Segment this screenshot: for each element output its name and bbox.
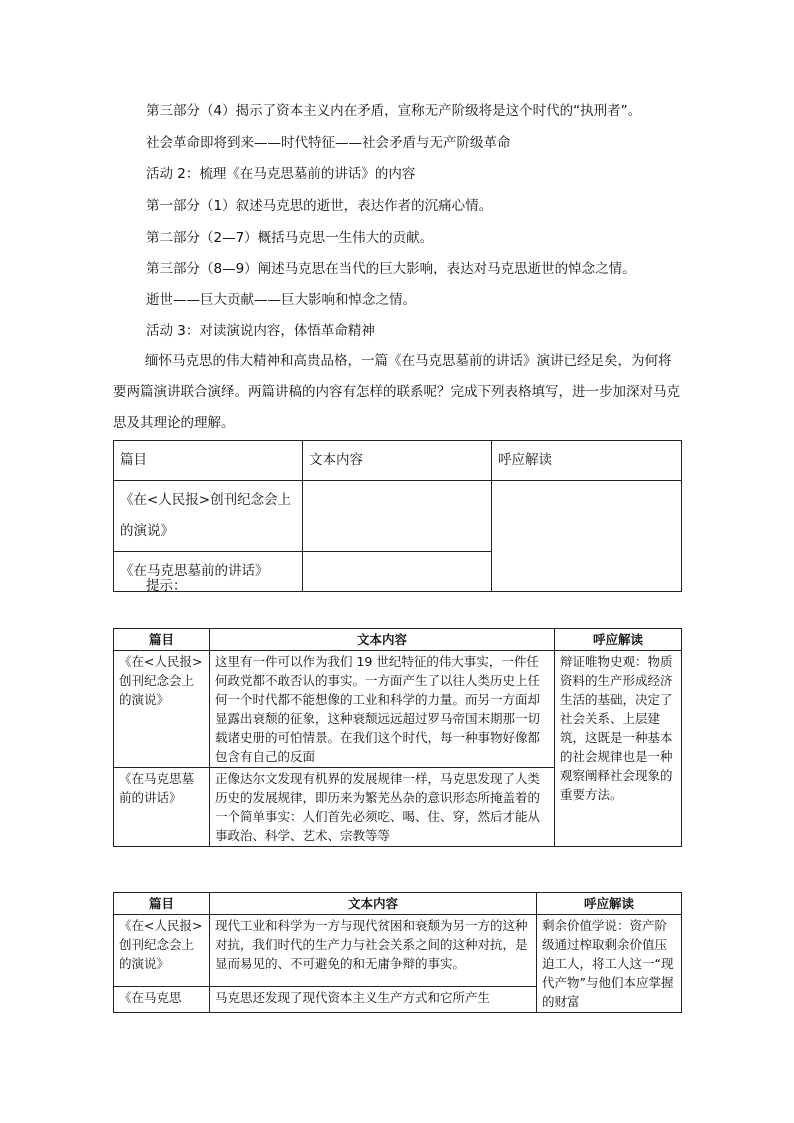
content-cell: 正像达尔文发现有机界的发展规律一样，马克思发现了人类历史的发展规律，即历来为繁芜丛杂的意识形态所掩盖着的一个简单事实：人们首先必须吃、喝、住、穿，然后才能从事政治、科学、艺术、宗教等等 (210, 768, 555, 847)
title-cell: 《在马克思墓前的讲话》 (114, 768, 210, 847)
blank-content-cell[interactable] (303, 552, 492, 592)
header-cell: 文本内容 (303, 441, 492, 481)
text-line-5: 第二部分（2—7）概括马克思一生伟大的贡献。 (146, 230, 434, 246)
table-row (114, 651, 682, 768)
blank-reading-cell[interactable] (492, 481, 682, 592)
reading-cell: 剩余价值学说：资产阶级通过榨取剩余价值压迫工人，将工人这一“现代产物”与他们本应掌握的财富 (537, 915, 682, 1013)
tip-label: 提示： (146, 578, 187, 594)
header-cell: 文本内容 (210, 629, 555, 651)
header-cell: 篇目 (114, 629, 210, 651)
activity-3-heading: 活动 3：对读演说内容，体悟革命精神 (146, 323, 375, 339)
blank-comparison-table (113, 440, 682, 592)
activity-2-heading: 活动 2：梳理《在马克思墓前的讲话》的内容 (146, 166, 416, 182)
text-line-2: 社会革命即将到来——时代特征——社会矛盾与无产阶级革命 (146, 135, 511, 151)
blank-content-cell[interactable] (303, 481, 492, 552)
text-line-4: 第一部分（1）叙述马克思的逝世，表达作者的沉痛心情。 (146, 198, 493, 214)
content-cell: 马克思还发现了现代资本主义生产方式和它所产生 (210, 986, 537, 1012)
table-row (114, 481, 682, 552)
header-cell: 文本内容 (210, 893, 537, 915)
table-row (114, 915, 682, 987)
title-cell: 《在马克思墓前的讲话》 (114, 552, 303, 592)
title-cell: 《在<人民报>创刊纪念会上的演说》 (114, 915, 210, 987)
title-cell: 《在<人民报>创刊纪念会上的演说》 (114, 651, 210, 768)
header-cell: 篇目 (114, 441, 303, 481)
table-header-row (114, 629, 682, 651)
header-cell: 呼应解读 (555, 629, 682, 651)
intro-paragraph: 缅怀马克思的伟大精神和高贵品格，一篇《在马克思墓前的讲话》演讲已经足矣，为何将要两篇演讲联合演绎。两篇讲稿的内容有怎样的联系呢？完成下列表格填写，进一步加深对马克思及其理论的理解。 (113, 353, 680, 431)
title-cell: 《在<人民报>创刊纪念会上的演说》 (114, 481, 303, 552)
reading-cell: 辩证唯物史观：物质资料的生产形成经济生活的基础，决定了社会关系、上层建筑，这既是一种基本的社会规律也是一种观察阐释社会现象的重要方法。 (555, 651, 682, 847)
header-cell: 篇目 (114, 893, 210, 915)
text-line-7: 逝世——巨大贡献——巨大影响和悼念之情。 (146, 292, 416, 308)
content-cell: 这里有一件可以作为我们 19 世纪特征的伟大事实，一件任何政党都不敢否认的事实。一方面产生了以往人类历史上任何一个时代都不能想像的工业和科学的力量。而另一方面却显露出衰颓的征象，这种衰颓远远超过罗马帝国末期那一切载诸史册的可怕情景。在我们这个时代，每一种事物好像都包含有自己的反面 (210, 651, 555, 768)
table-header-row (114, 441, 682, 481)
title-cell: 《在马克思 (114, 986, 210, 1012)
header-cell: 呼应解读 (492, 441, 682, 481)
table-header-row (114, 893, 682, 915)
text-line-1: 第三部分（4）揭示了资本主义内在矛盾，宣称无产阶级将是这个时代的“执刑者”。 (146, 103, 642, 119)
hint-table-2 (113, 892, 682, 1013)
header-cell: 呼应解读 (537, 893, 682, 915)
text-line-6: 第三部分（8—9）阐述马克思在当代的巨大影响，表达对马克思逝世的悼念之情。 (146, 261, 636, 277)
content-cell: 现代工业和科学为一方与现代贫困和衰颓为另一方的这种对抗，我们时代的生产力与社会关系之间的这种对抗，是显而易见的、不可避免的和无庸争辩的事实。 (210, 915, 537, 987)
hint-table-1 (113, 628, 682, 847)
